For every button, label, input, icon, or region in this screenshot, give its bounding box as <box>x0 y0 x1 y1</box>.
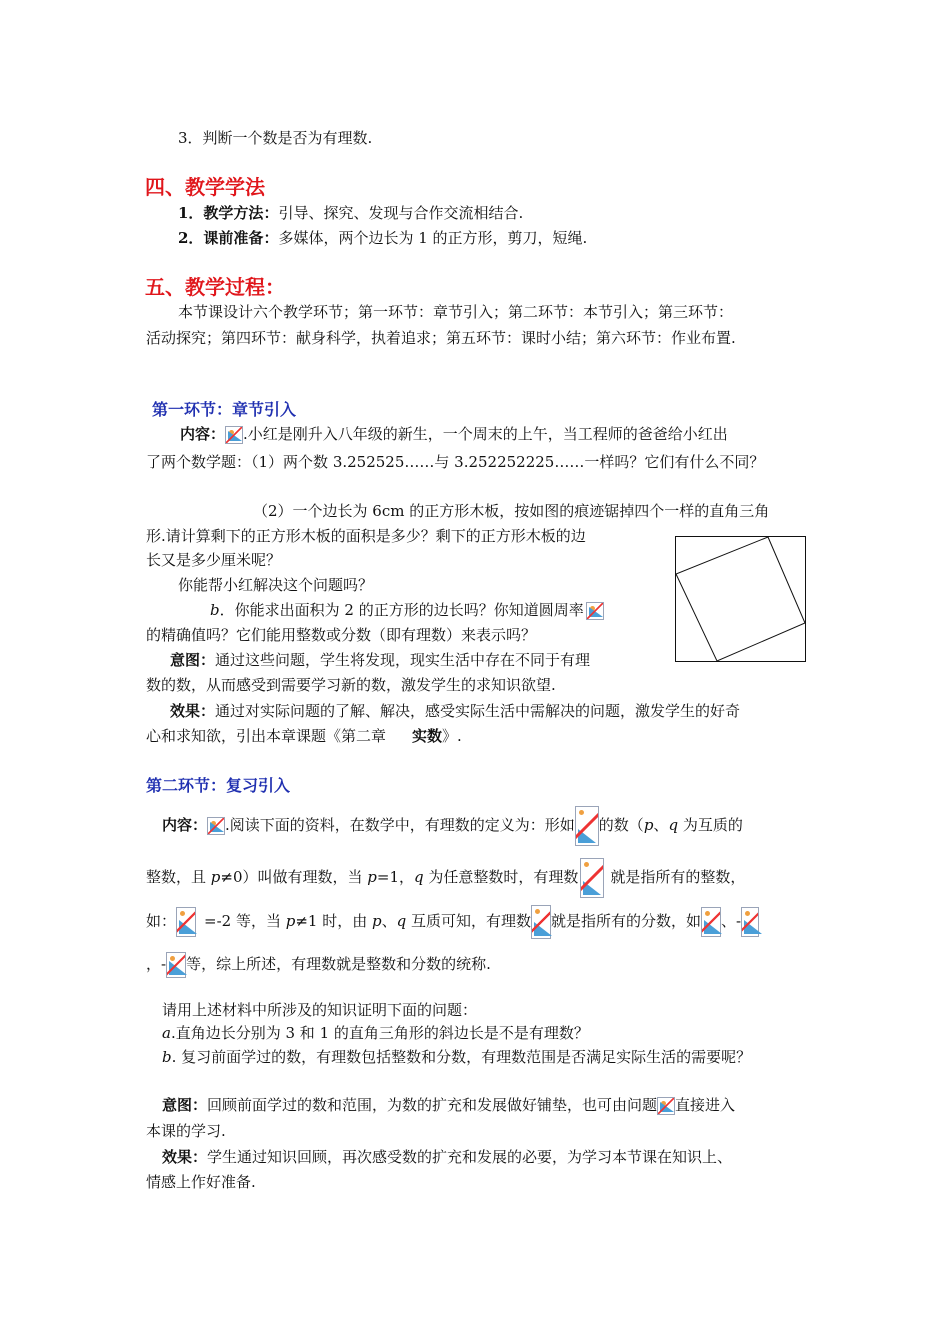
fraction-image-icon <box>580 858 604 898</box>
method-label-1: 1．教学方法： <box>178 204 279 222</box>
method-line-1 <box>178 203 523 223</box>
broken-image-icon <box>657 1097 675 1115</box>
var-q: q <box>396 912 407 930</box>
effect-label: 效果： <box>162 1148 208 1166</box>
link-1-content-line-8: 的精确值吗？它们能用整数或分数（即有理数）来表示吗？ <box>146 626 537 644</box>
section-5-title: 五、教学过程： <box>145 275 285 299</box>
effect-text: 通过对实际问题的了解、解决，感受实际生活中需解决的问题，激发学生的好奇 <box>215 702 741 720</box>
content-text: 、 <box>653 816 669 834</box>
link-1-content-line-4: 形.请计算剩下的正方形木板的面积是多少？剩下的正方形木板的边 <box>146 527 586 545</box>
link-1-content-line-3: （2）一个边长为 6cm 的正方形木板，按如图的痕迹锯掉四个一样的直角三角 <box>253 502 770 520</box>
question-a-text: .直角边长分别为 3 和 1 的直角三角形的斜边长是不是有理数？ <box>170 1024 589 1042</box>
square-board-figure <box>675 536 806 662</box>
method-text-2: 多媒体，两个边长为 1 的正方形，剪刀，短绳. <box>278 229 588 247</box>
content-text: 如： <box>146 912 177 930</box>
var-p: p <box>372 912 382 930</box>
link-2-intent-line-2: 本课的学习. <box>146 1122 226 1140</box>
fraction-image-icon <box>701 907 721 937</box>
content-text: 就是指所有的整数， <box>610 868 746 886</box>
link-2-content-line-2 <box>146 858 745 898</box>
intent-text: 通过这些问题，学生将发现，现实生活中存在不同于有理 <box>215 651 591 669</box>
var-p: p <box>285 912 296 930</box>
content-text: =1， <box>376 868 415 886</box>
link-1-content-line-5: 长又是多少厘米呢？ <box>146 551 282 569</box>
link-1-intent-line-1 <box>170 650 590 670</box>
method-label-2: 2．课前准备： <box>178 229 279 247</box>
content-text: 整数，且 <box>146 868 211 886</box>
intent-label: 意图： <box>170 651 216 669</box>
link-1-content-line-1 <box>180 424 728 444</box>
link-2-question-intro: 请用上述材料中所涉及的知识证明下面的问题： <box>162 1001 478 1019</box>
content-text: - <box>736 912 742 930</box>
content-label: 内容： <box>162 816 208 834</box>
question-b-label: b <box>162 1048 172 1066</box>
link-2-title: 第二环节：复习引入 <box>146 776 291 795</box>
intent-text: 回顾前面学过的数和范围，为数的扩充和发展做好铺垫，也可由问题 <box>207 1096 658 1114</box>
link-1-effect-line-2 <box>146 726 462 746</box>
section-4-title: 四、教学学法 <box>145 175 265 199</box>
link-2-question-b <box>162 1047 751 1067</box>
broken-image-icon <box>207 817 225 835</box>
link-2-effect-line-2: 情感上作好准备. <box>146 1173 256 1191</box>
link-2-content-line-4 <box>146 952 491 978</box>
question-b-text: . 复习前面学过的数，有理数包括整数和分数，有理数范围是否满足实际生活的需要呢？ <box>171 1048 752 1066</box>
link-2-question-a <box>162 1023 589 1043</box>
content-text: 为任意整数时，有理数 <box>423 868 579 886</box>
content-text: ，- <box>146 955 167 973</box>
content-text: 、 <box>721 912 737 930</box>
method-line-2 <box>178 228 587 248</box>
effect-label: 效果： <box>170 702 216 720</box>
link-1-intent-line-2: 数的数，从而感受到需要学习新的数，激发学生的求知识欲望. <box>146 676 556 694</box>
link-1-content-line-7 <box>210 600 604 620</box>
link-1-content-line-2: 了两个数学题：（1）两个数 3.252525……与 3.252252225……一样吗？它们有什么不同？ <box>146 453 765 471</box>
link-2-content-line-3 <box>146 905 759 939</box>
link-1-effect-line-1 <box>170 701 740 721</box>
content-label: 内容： <box>180 425 226 443</box>
var-q: q <box>668 816 679 834</box>
item-b-label: b <box>210 601 220 619</box>
var-q: q <box>414 868 424 886</box>
effect-text-c: 》. <box>442 727 462 745</box>
process-para-line-1: 本节课设计六个教学环节；第一环节：章节引入；第二环节：本节引入；第三环节： <box>178 303 734 321</box>
effect-text: 学生通过知识回顾，再次感受数的扩充和发展的必要，为学习本节课在知识上、 <box>207 1148 733 1166</box>
content-text: =-2 等，当 <box>204 912 286 930</box>
list-item-3: 3．判断一个数是否为有理数. <box>178 129 373 147</box>
fraction-image-icon <box>176 907 196 937</box>
fraction-image-icon <box>575 806 599 846</box>
content-text: .小红是刚升入八年级的新生，一个周末的上午，当工程师的爸爸给小红出 <box>243 425 728 443</box>
content-text: 互质可知，有理数 <box>406 912 532 930</box>
link-1-content-line-6: 你能帮小红解决这个问题吗？ <box>178 576 374 594</box>
content-text: 为互质的 <box>678 816 743 834</box>
question-a-label: a <box>162 1024 171 1042</box>
var-p: p <box>643 816 654 834</box>
method-text-1: 引导、探究、发现与合作交流相结合. <box>278 204 524 222</box>
content-text: .阅读下面的资料，在数学中，有理数的定义为：形如 <box>225 816 575 834</box>
item-b-text: ．你能求出面积为 2 的正方形的边长吗？你知道圆周率 <box>219 601 584 619</box>
fraction-image-icon <box>531 905 551 939</box>
content-text: 就是指所有的分数，如 <box>551 912 702 930</box>
content-text: ≠1 时，由 <box>295 912 372 930</box>
var-p: p <box>210 868 221 886</box>
content-text: 的数（ <box>598 816 644 834</box>
process-para-line-2: 活动探究；第四环节：献身科学，执着追求；第五环节：课时小结；第六环节：作业布置. <box>146 329 736 347</box>
fraction-image-icon <box>166 952 186 978</box>
content-text: 等，综上所述，有理数就是整数和分数的统称. <box>186 955 491 973</box>
link-2-intent-line-1 <box>162 1095 735 1115</box>
intent-label: 意图： <box>162 1096 208 1114</box>
broken-image-icon <box>586 602 604 620</box>
var-p: p <box>367 868 377 886</box>
content-text: ≠0）叫做有理数，当 <box>220 868 368 886</box>
link-2-content-line-1 <box>162 806 743 846</box>
link-1-title: 第一环节：章节引入 <box>152 400 297 419</box>
content-text: 、 <box>381 912 397 930</box>
effect-text-a: 心和求知欲，引出本章课题《第二章 <box>146 727 387 745</box>
chapter-title: 实数 <box>412 727 443 745</box>
fraction-image-icon <box>741 907 759 937</box>
intent-text: 直接进入 <box>675 1096 736 1114</box>
link-2-effect-line-1 <box>162 1147 732 1167</box>
broken-image-icon <box>225 426 243 444</box>
